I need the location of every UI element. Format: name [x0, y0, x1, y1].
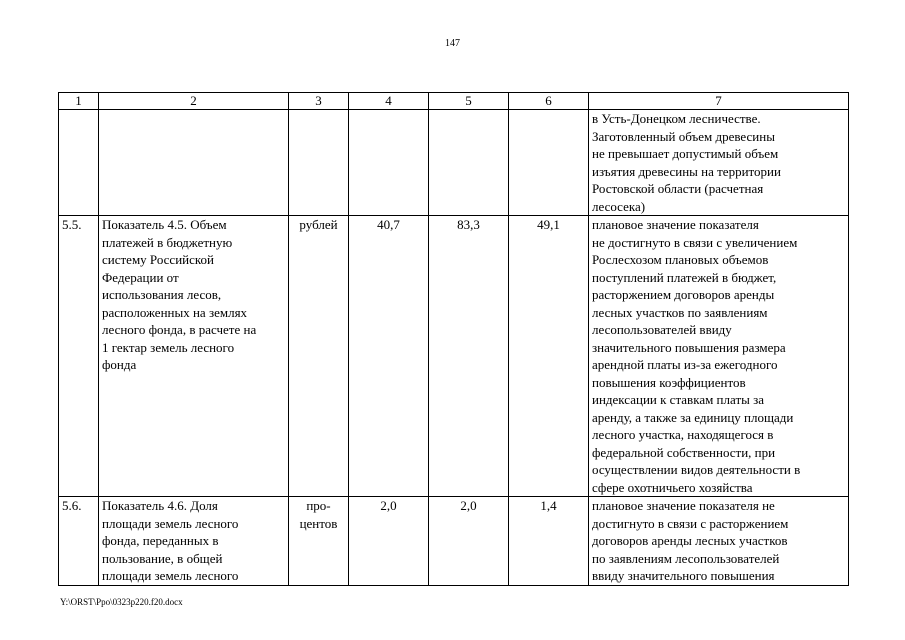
value-col6: 49,1	[509, 216, 589, 497]
row-number: 5.5.	[59, 216, 99, 497]
unit	[289, 110, 349, 216]
table-row	[59, 216, 849, 497]
table-header-row	[59, 93, 849, 110]
column-header-2: 2	[99, 93, 289, 110]
value-col5: 83,3	[429, 216, 509, 497]
row-number: 5.6.	[59, 497, 99, 586]
comment: в Усть-Донецком лесничестве. Заготовленный объем древесины не превышает допустимый объем изъятия древесины на территории Ростовской области (расчетная лесосека)	[589, 110, 849, 216]
comment: плановое значение показателя не достигнуто в связи с расторжением договоров аренды лесных участков по заявлениям лесопользователей ввиду значительного повышения	[589, 497, 849, 586]
row-number	[59, 110, 99, 216]
value-col5	[429, 110, 509, 216]
value-col4: 2,0	[349, 497, 429, 586]
column-header-1: 1	[59, 93, 99, 110]
indicators-table	[58, 92, 849, 586]
value-col6	[509, 110, 589, 216]
column-header-7: 7	[589, 93, 849, 110]
page-number: 147	[445, 38, 460, 49]
value-col4	[349, 110, 429, 216]
unit: про- центов	[289, 497, 349, 586]
column-header-5: 5	[429, 93, 509, 110]
column-header-6: 6	[509, 93, 589, 110]
footer-file-path: Y:\ORST\Ppo\0323p220.f20.docx	[60, 597, 183, 607]
value-col6: 1,4	[509, 497, 589, 586]
comment: плановое значение показателя не достигнуто в связи с увеличением Рослесхозом плановых объемов поступлений платежей в бюджет, расторжением договоров аренды лесных участков по заявлениям лесопользователей ввиду значительного повышения размера арендной платы из-за ежегодного повышения коэффициентов индексации к ставкам платы за аренду, а также за единицу площади лесного участка, находящегося в федеральной собственности, при осуществлении видов деятельности в сфере охотничьего хозяйства	[589, 216, 849, 497]
table-row	[59, 497, 849, 586]
value-col5: 2,0	[429, 497, 509, 586]
indicator-name	[99, 110, 289, 216]
column-header-4: 4	[349, 93, 429, 110]
unit: рублей	[289, 216, 349, 497]
table-row	[59, 110, 849, 216]
value-col4: 40,7	[349, 216, 429, 497]
indicator-name: Показатель 4.5. Объем платежей в бюджетную систему Российской Федерации от использования лесов, расположенных на землях лесного фонда, в расчете на 1 гектар земель лесного фонда	[99, 216, 289, 497]
indicator-name: Показатель 4.6. Доля площади земель лесного фонда, переданных в пользование, в общей площади земель лесного	[99, 497, 289, 586]
column-header-3: 3	[289, 93, 349, 110]
